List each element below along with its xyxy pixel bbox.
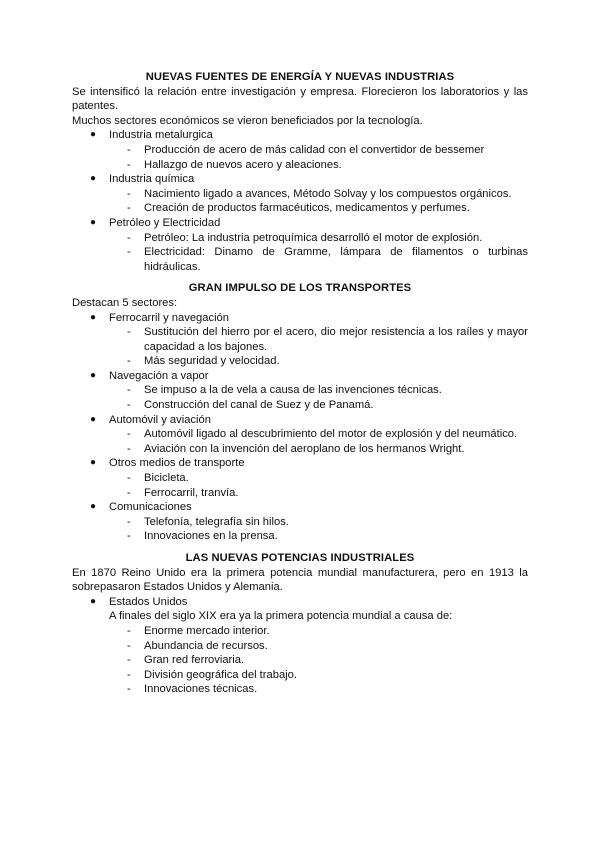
dash-text: Más seguridad y velocidad. bbox=[144, 355, 280, 368]
dash-item bbox=[72, 325, 528, 354]
bullet-label: Petróleo y Electricidad bbox=[109, 216, 221, 229]
section-intro: Destacan 5 sectores: bbox=[72, 296, 178, 309]
dash-icon: - bbox=[127, 472, 131, 485]
dash-text: División geográfica del trabajo. bbox=[144, 668, 297, 681]
dash-item bbox=[72, 383, 528, 398]
bullet-icon: ● bbox=[90, 595, 97, 607]
bullet-label: Automóvil y aviación bbox=[109, 413, 211, 426]
dash-item bbox=[72, 231, 528, 246]
dash-text: Producción de acero de más calidad con el convertidor de bessemer bbox=[144, 143, 485, 156]
dash-text: Automóvil ligado al descubrimiento del motor de explosión y del neumático. bbox=[144, 428, 518, 441]
bullet-label: Industria química bbox=[109, 173, 195, 186]
dash-icon: - bbox=[127, 668, 131, 681]
bullet-list bbox=[72, 311, 528, 326]
bullet-icon: ● bbox=[90, 311, 97, 323]
dash-list bbox=[72, 231, 528, 275]
section-title: GRAN IMPULSO DE LOS TRANSPORTES bbox=[188, 282, 412, 295]
dash-text: Sustitución del hierro por el acero, dio mejor resistencia a los raíles y mayor capacidad a los bajones. bbox=[144, 326, 528, 353]
dash-item bbox=[72, 639, 528, 654]
dash-item bbox=[72, 442, 528, 457]
dash-icon: - bbox=[127, 530, 131, 543]
dash-icon: - bbox=[127, 639, 131, 652]
bullet-list bbox=[72, 413, 528, 428]
dash-item bbox=[72, 529, 528, 544]
dash-text: Abundancia de recursos. bbox=[144, 639, 268, 652]
dash-text: Innovaciones en la prensa. bbox=[144, 530, 278, 543]
bullet-item bbox=[72, 413, 528, 428]
section-intro: Se intensificó la relación entre investigación y empresa. Florecieron los laboratorios y las patentes. bbox=[72, 85, 528, 113]
dash-icon: - bbox=[127, 683, 131, 696]
bullet-item bbox=[72, 369, 528, 384]
dash-icon: - bbox=[127, 399, 131, 412]
dash-icon: - bbox=[127, 515, 131, 528]
bullet-item bbox=[72, 456, 528, 471]
dash-text: Petróleo: La industria petroquímica desarrolló el motor de explosión. bbox=[144, 231, 483, 244]
dash-item bbox=[72, 471, 528, 486]
dash-text: Innovaciones técnicas. bbox=[144, 683, 258, 696]
bullet-item bbox=[72, 500, 528, 515]
dash-item bbox=[72, 201, 528, 216]
bullet-note: A finales del siglo XIX era ya la primera potencia mundial a causa de: bbox=[109, 610, 453, 623]
dash-icon: - bbox=[127, 158, 131, 171]
bullet-list bbox=[72, 128, 528, 143]
dash-item bbox=[72, 668, 528, 683]
bullet-label: Comunicaciones bbox=[109, 501, 192, 514]
dash-list bbox=[72, 383, 528, 412]
bullet-item bbox=[72, 128, 528, 143]
dash-list bbox=[72, 471, 528, 500]
dash-item bbox=[72, 143, 528, 158]
dash-item bbox=[72, 682, 528, 697]
dash-text: Gran red ferroviaria. bbox=[144, 654, 245, 667]
bullet-icon: ● bbox=[90, 216, 97, 228]
bullet-list bbox=[72, 456, 528, 471]
dash-text: Se impuso a la de vela a causa de las invenciones técnicas. bbox=[144, 384, 442, 397]
bullet-icon: ● bbox=[90, 501, 97, 513]
bullet-list bbox=[72, 172, 528, 187]
dash-text: Electricidad: Dinamo de Gramme, lámpara de filamentos o turbinas hidráulicas. bbox=[144, 246, 528, 273]
bullet-list bbox=[72, 595, 528, 610]
bullet-list bbox=[72, 500, 528, 515]
dash-item bbox=[72, 158, 528, 173]
section-intro: En 1870 Reino Unido era la primera potencia mundial manufacturera, pero en 1913 la sobrepasaron Estados Unidos y Alemania. bbox=[72, 566, 528, 594]
dash-item bbox=[72, 486, 528, 501]
dash-icon: - bbox=[127, 355, 131, 368]
section-title: NUEVAS FUENTES DE ENERGÍA Y NUEVAS INDUSTRIAS bbox=[145, 71, 455, 83]
dash-text: Bicicleta. bbox=[144, 472, 189, 485]
bullet-item bbox=[72, 216, 528, 231]
bullet-list bbox=[72, 369, 528, 384]
dash-text: Nacimiento ligado a avances, Método Solvay y los compuestos orgánicos. bbox=[144, 187, 512, 200]
dash-icon: - bbox=[127, 143, 131, 156]
dash-item bbox=[72, 515, 528, 530]
bullet-icon: ● bbox=[90, 413, 97, 425]
bullet-list bbox=[72, 216, 528, 231]
section-intro-2: Muchos sectores económicos se vieron beneficiados por la tecnología. bbox=[72, 114, 423, 127]
dash-item bbox=[72, 398, 528, 413]
dash-text: Enorme mercado interior. bbox=[144, 624, 270, 637]
bullet-label: Ferrocarril y navegación bbox=[109, 311, 230, 324]
dash-icon: - bbox=[127, 442, 131, 455]
dash-icon: - bbox=[127, 187, 131, 200]
bullet-item bbox=[72, 595, 528, 610]
dash-list bbox=[72, 187, 528, 216]
bullet-label: Navegación a vapor bbox=[109, 369, 209, 382]
bullet-icon: ● bbox=[90, 457, 97, 469]
dash-item bbox=[72, 624, 528, 639]
dash-list bbox=[72, 515, 528, 544]
dash-icon: - bbox=[127, 428, 131, 441]
dash-text: Hallazgo de nuevos acero y aleaciones. bbox=[144, 158, 342, 171]
bullet-icon: ● bbox=[90, 173, 97, 185]
dash-item bbox=[72, 653, 528, 668]
dash-text: Ferrocarril, tranvía. bbox=[144, 486, 239, 499]
dash-item bbox=[72, 187, 528, 202]
dash-text: Creación de productos farmacéuticos, medicamentos y perfumes. bbox=[144, 202, 470, 215]
bullet-label: Otros medios de transporte bbox=[109, 457, 245, 470]
dash-list bbox=[72, 325, 528, 369]
dash-icon: - bbox=[127, 326, 131, 339]
bullet-label: Estados Unidos bbox=[109, 595, 188, 608]
dash-text: Construcción del canal de Suez y de Panamá. bbox=[144, 399, 374, 412]
dash-icon: - bbox=[127, 202, 131, 215]
dash-list bbox=[72, 624, 528, 697]
dash-icon: - bbox=[127, 624, 131, 637]
dash-text: Telefonía, telegrafía sin hilos. bbox=[144, 515, 289, 528]
dash-item bbox=[72, 427, 528, 442]
dash-list bbox=[72, 427, 528, 456]
bullet-item bbox=[72, 311, 528, 326]
dash-icon: - bbox=[127, 384, 131, 397]
section-title: LAS NUEVAS POTENCIAS INDUSTRIALES bbox=[185, 552, 415, 564]
bullet-label: Industria metalurgica bbox=[109, 129, 213, 142]
dash-list bbox=[72, 143, 528, 172]
bullet-icon: ● bbox=[90, 129, 97, 141]
dash-text: Aviación con la invención del aeroplano de los hermanos Wright. bbox=[144, 442, 465, 455]
dash-item bbox=[72, 354, 528, 369]
dash-icon: - bbox=[127, 246, 131, 259]
bullet-item bbox=[72, 172, 528, 187]
document-content bbox=[72, 70, 528, 697]
dash-icon: - bbox=[127, 231, 131, 244]
bullet-icon: ● bbox=[90, 369, 97, 381]
dash-item bbox=[72, 245, 528, 274]
dash-icon: - bbox=[127, 486, 131, 499]
dash-icon: - bbox=[127, 654, 131, 667]
